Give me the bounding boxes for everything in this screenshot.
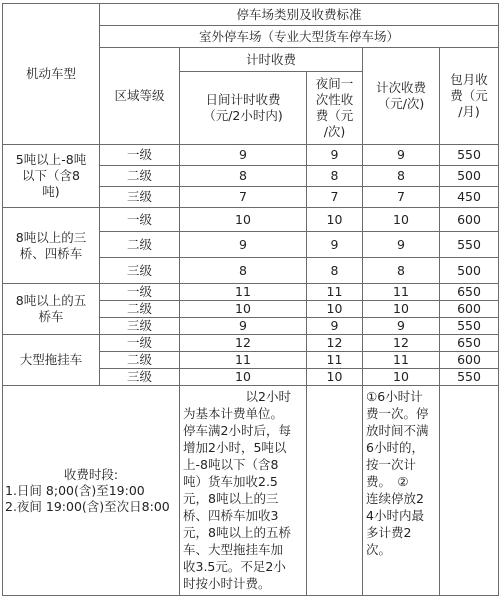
visit-fee-cell: 10 — [363, 301, 440, 318]
day-fee-cell: 11 — [180, 352, 307, 369]
month-fee-cell: 550 — [440, 145, 499, 166]
night-fee-cell: 9 — [307, 145, 363, 166]
day-fee-cell: 11 — [180, 284, 307, 301]
level-cell: 三级 — [100, 258, 180, 284]
vehicle-type-header: 机动车型 — [3, 4, 100, 145]
month-fee-cell: 550 — [440, 318, 499, 335]
vehicle-type-cell: 大型拖挂车 — [3, 335, 100, 386]
night-fee-cell: 9 — [307, 232, 363, 258]
day-fee-cell: 7 — [180, 187, 307, 208]
day-fee-cell: 8 — [180, 166, 307, 187]
night-fee-cell: 9 — [307, 318, 363, 335]
visit-fee-cell: 11 — [363, 352, 440, 369]
level-cell: 三级 — [100, 318, 180, 335]
zone-level-header: 区域等级 — [100, 48, 180, 145]
visit-fee-cell: 7 — [363, 187, 440, 208]
night-once-header: 夜间一 次性收 费（元 /次) — [307, 72, 363, 145]
visit-fee-cell: 11 — [363, 284, 440, 301]
table-row — [3, 284, 499, 301]
charge-hours-cell — [3, 386, 180, 596]
visit-fee-cell: 8 — [363, 166, 440, 187]
day-fee-cell: 9 — [180, 145, 307, 166]
month-fee-cell: 500 — [440, 258, 499, 284]
month-fee-cell: 450 — [440, 187, 499, 208]
visit-fee-cell: 9 — [363, 318, 440, 335]
level-cell: 一级 — [100, 145, 180, 166]
level-cell: 三级 — [100, 187, 180, 208]
day-fee-cell: 9 — [180, 318, 307, 335]
day-fee-cell: 9 — [180, 232, 307, 258]
month-fee-cell: 550 — [440, 232, 499, 258]
month-fee-cell: 600 — [440, 301, 499, 318]
hourly-group-header: 计时收费 — [180, 48, 363, 72]
night-fee-cell: 10 — [307, 369, 363, 386]
day-fee-cell: 10 — [180, 208, 307, 232]
day-fee-cell: 10 — [180, 369, 307, 386]
table-row — [3, 335, 499, 352]
night-fee-cell: 10 — [307, 301, 363, 318]
vehicle-type-cell: 8吨以上的三 桥、四桥车 — [3, 208, 100, 284]
table-row — [3, 145, 499, 166]
night-fee-cell: 11 — [307, 352, 363, 369]
visit-fee-cell: 8 — [363, 258, 440, 284]
visit-fee-cell: 10 — [363, 208, 440, 232]
per-visit-header: 计次收费 （元/次) — [363, 48, 440, 145]
category-title: 停车场类别及收费标准 — [100, 4, 499, 26]
month-fee-cell: 550 — [440, 369, 499, 386]
month-fee-cell: 600 — [440, 352, 499, 369]
month-fee-cell: 600 — [440, 208, 499, 232]
month-fee-cell: 650 — [440, 335, 499, 352]
level-cell: 二级 — [100, 352, 180, 369]
vehicle-type-cell: 8吨以上的五 桥车 — [3, 284, 100, 335]
table-row — [3, 208, 499, 232]
vehicle-type-cell: 5吨以上-8吨 以下（含8 吨) — [3, 145, 100, 208]
charge-hours-day: 1.日间 8;00(含)至19:00 — [5, 482, 145, 498]
level-cell: 二级 — [100, 301, 180, 318]
night-fee-cell: 8 — [307, 166, 363, 187]
level-cell: 一级 — [100, 335, 180, 352]
visit-note-cell: ①6小时计 费一次。停 放时间不满 6小时的， 按一次计 费。 ② 连续停放2 4小时内最 多计费2 次。 — [363, 386, 440, 596]
lot-title: 室外停车场（专业大型货车停车场） — [100, 26, 499, 48]
month-fee-cell: 500 — [440, 166, 499, 187]
night-fee-cell: 7 — [307, 187, 363, 208]
visit-fee-cell: 10 — [363, 369, 440, 386]
level-cell: 二级 — [100, 166, 180, 187]
day-fee-cell: 10 — [180, 301, 307, 318]
night-note-cell — [307, 386, 363, 596]
level-cell: 二级 — [100, 232, 180, 258]
day-hourly-header: 日间计时收费 （元/2小时内) — [180, 72, 307, 145]
night-fee-cell: 8 — [307, 258, 363, 284]
level-cell: 三级 — [100, 369, 180, 386]
hourly-note-cell: 以2小时 为基本计费单位。 停车满2小时后，每 增加2小时，5吨以 上-8吨以下（含8 吨）货车加收2.5 元，8吨以上的三 桥、四桥车加收3 元，8吨以上的五桥 车、大型拖挂车加 收3.5元。不足2小 时按小时计费。 — [180, 386, 307, 596]
day-fee-cell: 12 — [180, 335, 307, 352]
month-fee-cell: 650 — [440, 284, 499, 301]
visit-fee-cell: 12 — [363, 335, 440, 352]
visit-fee-cell: 9 — [363, 232, 440, 258]
monthly-header: 包月收 费（元 /月) — [440, 48, 499, 145]
monthly-note-cell — [440, 386, 499, 596]
charge-hours-night: 2.夜间 19:00(含)至次日8:00 — [5, 498, 170, 514]
night-fee-cell: 11 — [307, 284, 363, 301]
level-cell: 一级 — [100, 208, 180, 232]
night-fee-cell: 10 — [307, 208, 363, 232]
level-cell: 一级 — [100, 284, 180, 301]
night-fee-cell: 12 — [307, 335, 363, 352]
charge-hours-title: 收费时段: — [63, 466, 119, 482]
day-fee-cell: 8 — [180, 258, 307, 284]
parking-fee-table — [2, 3, 499, 596]
footer-row — [3, 386, 499, 596]
visit-fee-cell: 9 — [363, 145, 440, 166]
